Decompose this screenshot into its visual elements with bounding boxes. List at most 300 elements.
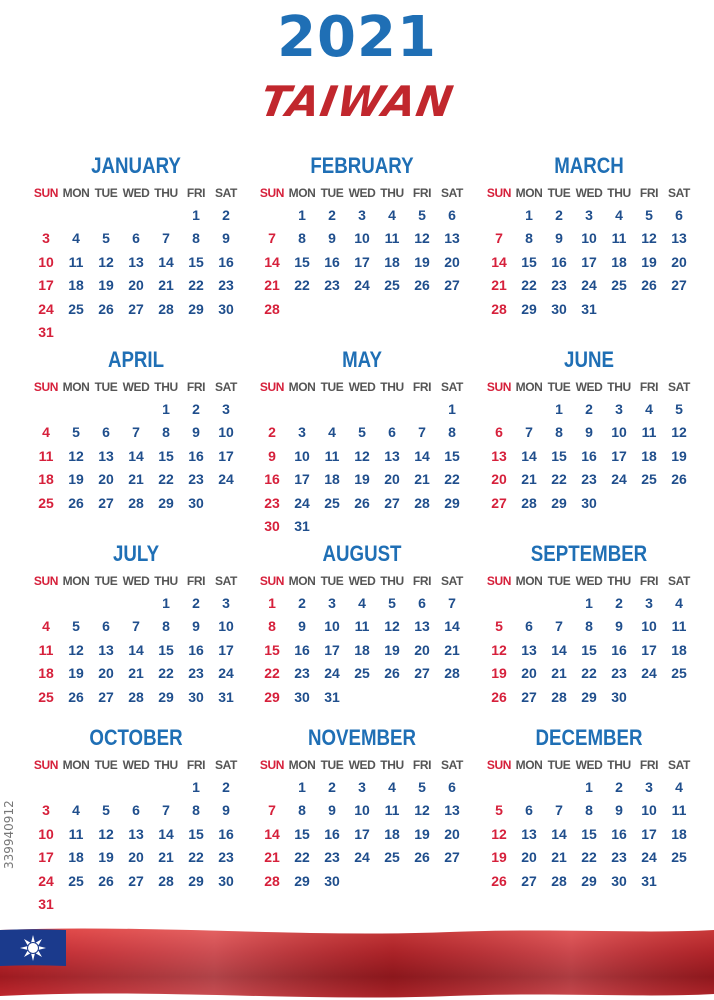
day-cell: 16 bbox=[294, 641, 310, 658]
day-cell: 16 bbox=[218, 253, 234, 270]
day-cell: 24 bbox=[581, 277, 597, 294]
day-cell: 19 bbox=[491, 849, 507, 866]
day-cell: 20 bbox=[98, 471, 114, 488]
day-cell: 24 bbox=[38, 300, 54, 317]
day-cell: 26 bbox=[354, 494, 370, 511]
day-cell: 27 bbox=[671, 277, 687, 294]
weekday-sun: SUN bbox=[259, 380, 285, 394]
day-cell: 5 bbox=[495, 802, 503, 819]
day-cell: 1 bbox=[192, 207, 200, 223]
day-cell: 22 bbox=[551, 471, 567, 488]
day-cell: 20 bbox=[671, 253, 687, 270]
day-blank bbox=[514, 776, 544, 799]
day-cell: 10 bbox=[38, 825, 54, 842]
day-cell: 26 bbox=[414, 277, 430, 294]
weekday-wed: WED bbox=[122, 380, 150, 394]
day-cell: 22 bbox=[188, 849, 204, 866]
day-cell: 16 bbox=[188, 447, 204, 464]
day-cell: 1 bbox=[298, 779, 306, 795]
day-cell: 28 bbox=[158, 872, 174, 889]
day-cell: 22 bbox=[294, 849, 310, 866]
day-cell: 2 bbox=[328, 207, 336, 223]
day-cell: 19 bbox=[98, 849, 114, 866]
day-blank bbox=[61, 398, 91, 421]
day-cell: 28 bbox=[414, 494, 430, 511]
day-cell: 6 bbox=[525, 802, 533, 819]
day-blank bbox=[91, 776, 121, 799]
day-cell: 23 bbox=[551, 277, 567, 294]
day-cell: 4 bbox=[388, 779, 396, 795]
month-day-grid bbox=[31, 754, 241, 916]
day-cell: 29 bbox=[158, 494, 174, 511]
day-cell: 9 bbox=[298, 618, 306, 635]
day-cell: 18 bbox=[671, 641, 687, 658]
day-cell: 11 bbox=[384, 230, 400, 247]
day-cell: 9 bbox=[192, 424, 200, 441]
day-cell: 12 bbox=[98, 825, 114, 842]
day-cell: 11 bbox=[324, 447, 340, 464]
day-cell: 6 bbox=[102, 424, 110, 441]
day-cell: 11 bbox=[354, 618, 370, 635]
day-cell: 23 bbox=[611, 849, 627, 866]
day-cell: 7 bbox=[555, 618, 563, 635]
month-name: JULY bbox=[112, 541, 160, 566]
month-december bbox=[484, 722, 694, 893]
day-cell: 10 bbox=[218, 618, 234, 635]
weekday-sat: SAT bbox=[441, 380, 463, 394]
day-cell: 21 bbox=[158, 849, 174, 866]
month-name: OCTOBER bbox=[89, 725, 183, 750]
day-cell: 27 bbox=[98, 688, 114, 705]
day-cell: 21 bbox=[128, 665, 144, 682]
month-may bbox=[257, 344, 467, 538]
month-name: AUGUST bbox=[322, 541, 402, 566]
day-cell: 18 bbox=[611, 253, 627, 270]
day-cell: 17 bbox=[294, 471, 310, 488]
day-cell: 22 bbox=[158, 471, 174, 488]
day-cell: 6 bbox=[418, 595, 426, 611]
day-cell: 13 bbox=[521, 641, 537, 658]
month-february bbox=[257, 150, 467, 321]
day-cell: 14 bbox=[158, 253, 174, 270]
weekday-fri: FRI bbox=[186, 380, 206, 394]
day-cell: 13 bbox=[521, 825, 537, 842]
day-blank bbox=[151, 776, 181, 799]
day-cell: 21 bbox=[414, 471, 430, 488]
day-cell: 30 bbox=[264, 517, 280, 534]
month-day-grid bbox=[484, 182, 694, 321]
day-cell: 25 bbox=[384, 277, 400, 294]
day-cell: 13 bbox=[491, 447, 507, 464]
day-cell: 3 bbox=[42, 802, 50, 819]
day-cell: 9 bbox=[555, 230, 563, 247]
flag-banner bbox=[0, 924, 714, 1000]
day-cell: 15 bbox=[158, 447, 174, 464]
day-cell: 19 bbox=[384, 641, 400, 658]
day-cell: 12 bbox=[414, 802, 430, 819]
day-cell: 4 bbox=[645, 401, 653, 417]
month-day-grid bbox=[257, 182, 467, 321]
day-cell: 30 bbox=[324, 872, 340, 889]
day-cell: 10 bbox=[38, 253, 54, 270]
day-cell: 14 bbox=[128, 641, 144, 658]
day-blank bbox=[484, 592, 514, 615]
day-cell: 22 bbox=[158, 665, 174, 682]
weekday-sun: SUN bbox=[486, 574, 512, 588]
day-cell: 20 bbox=[98, 665, 114, 682]
weekday-sat: SAT bbox=[441, 758, 463, 772]
day-blank bbox=[484, 204, 514, 227]
day-cell: 28 bbox=[551, 688, 567, 705]
day-cell: 5 bbox=[418, 207, 426, 223]
month-day-grid bbox=[31, 570, 241, 709]
day-cell: 23 bbox=[188, 471, 204, 488]
day-cell: 8 bbox=[162, 424, 170, 441]
day-cell: 22 bbox=[264, 665, 280, 682]
day-cell: 3 bbox=[222, 401, 230, 417]
day-cell: 20 bbox=[444, 253, 460, 270]
day-cell: 12 bbox=[641, 230, 657, 247]
day-cell: 28 bbox=[128, 688, 144, 705]
day-cell: 12 bbox=[491, 825, 507, 842]
day-blank bbox=[347, 398, 377, 421]
day-cell: 3 bbox=[298, 424, 306, 441]
day-cell: 8 bbox=[298, 230, 306, 247]
day-cell: 6 bbox=[132, 802, 140, 819]
day-cell: 19 bbox=[491, 665, 507, 682]
weekday-fri: FRI bbox=[186, 186, 206, 200]
weekday-mon: MON bbox=[288, 574, 316, 588]
day-cell: 4 bbox=[42, 618, 50, 635]
day-cell: 14 bbox=[444, 618, 460, 635]
day-cell: 4 bbox=[358, 595, 366, 611]
weekday-mon: MON bbox=[288, 380, 316, 394]
day-cell: 18 bbox=[324, 471, 340, 488]
day-cell: 8 bbox=[192, 230, 200, 247]
day-cell: 5 bbox=[388, 595, 396, 611]
day-cell: 2 bbox=[192, 595, 200, 611]
day-cell: 29 bbox=[264, 688, 280, 705]
day-cell: 18 bbox=[68, 277, 84, 294]
day-cell: 14 bbox=[521, 447, 537, 464]
day-cell: 10 bbox=[218, 424, 234, 441]
day-cell: 3 bbox=[645, 779, 653, 795]
day-cell: 4 bbox=[328, 424, 336, 441]
weekday-thu: THU bbox=[380, 186, 404, 200]
day-cell: 6 bbox=[448, 779, 456, 795]
day-cell: 29 bbox=[188, 300, 204, 317]
weekday-wed: WED bbox=[348, 186, 376, 200]
day-cell: 10 bbox=[641, 618, 657, 635]
month-day-grid bbox=[31, 376, 241, 515]
weekday-thu: THU bbox=[607, 186, 631, 200]
weekday-sat: SAT bbox=[668, 574, 690, 588]
day-cell: 31 bbox=[581, 300, 597, 317]
day-cell: 29 bbox=[581, 872, 597, 889]
day-cell: 15 bbox=[294, 253, 310, 270]
day-cell: 25 bbox=[68, 300, 84, 317]
weekday-sun: SUN bbox=[486, 758, 512, 772]
month-day-grid bbox=[484, 754, 694, 893]
weekday-mon: MON bbox=[288, 758, 316, 772]
day-cell: 17 bbox=[38, 849, 54, 866]
day-blank bbox=[514, 592, 544, 615]
day-cell: 17 bbox=[611, 447, 627, 464]
day-cell: 20 bbox=[128, 849, 144, 866]
day-blank bbox=[31, 776, 61, 799]
weekday-mon: MON bbox=[515, 186, 543, 200]
day-cell: 9 bbox=[328, 230, 336, 247]
day-cell: 3 bbox=[358, 207, 366, 223]
day-cell: 1 bbox=[585, 595, 593, 611]
weekday-fri: FRI bbox=[186, 574, 206, 588]
day-blank bbox=[31, 592, 61, 615]
day-cell: 12 bbox=[384, 618, 400, 635]
weekday-thu: THU bbox=[154, 574, 178, 588]
day-cell: 1 bbox=[162, 401, 170, 417]
day-cell: 26 bbox=[68, 688, 84, 705]
day-cell: 26 bbox=[98, 872, 114, 889]
day-cell: 5 bbox=[495, 618, 503, 635]
weekday-sun: SUN bbox=[259, 574, 285, 588]
weekday-sat: SAT bbox=[215, 758, 237, 772]
calendar-year: 2021 bbox=[277, 5, 437, 70]
day-cell: 13 bbox=[444, 802, 460, 819]
day-cell: 24 bbox=[218, 665, 234, 682]
day-blank bbox=[484, 398, 514, 421]
day-blank bbox=[91, 398, 121, 421]
day-cell: 27 bbox=[521, 688, 537, 705]
day-cell: 30 bbox=[218, 872, 234, 889]
day-cell: 5 bbox=[72, 424, 80, 441]
day-cell: 20 bbox=[384, 471, 400, 488]
day-cell: 15 bbox=[264, 641, 280, 658]
weekday-tue: TUE bbox=[320, 186, 344, 200]
month-november bbox=[257, 722, 467, 893]
day-cell: 7 bbox=[268, 230, 276, 247]
day-cell: 27 bbox=[444, 277, 460, 294]
weekday-sun: SUN bbox=[33, 758, 59, 772]
day-cell: 26 bbox=[491, 872, 507, 889]
weekday-mon: MON bbox=[62, 380, 90, 394]
weekday-sun: SUN bbox=[33, 574, 59, 588]
day-cell: 2 bbox=[585, 401, 593, 417]
day-cell: 16 bbox=[551, 253, 567, 270]
day-cell: 17 bbox=[354, 825, 370, 842]
day-cell: 24 bbox=[218, 471, 234, 488]
day-cell: 21 bbox=[491, 277, 507, 294]
weekday-fri: FRI bbox=[412, 758, 432, 772]
weekday-fri: FRI bbox=[639, 574, 659, 588]
day-cell: 7 bbox=[525, 424, 533, 441]
day-cell: 21 bbox=[521, 471, 537, 488]
day-cell: 21 bbox=[158, 277, 174, 294]
day-cell: 2 bbox=[555, 207, 563, 223]
weekday-tue: TUE bbox=[320, 380, 344, 394]
month-october bbox=[31, 722, 241, 916]
day-cell: 27 bbox=[384, 494, 400, 511]
day-cell: 15 bbox=[581, 641, 597, 658]
day-cell: 28 bbox=[491, 300, 507, 317]
day-cell: 13 bbox=[98, 447, 114, 464]
weekday-sun: SUN bbox=[486, 186, 512, 200]
day-cell: 25 bbox=[68, 872, 84, 889]
day-cell: 23 bbox=[218, 849, 234, 866]
weekday-thu: THU bbox=[380, 758, 404, 772]
day-cell: 21 bbox=[444, 641, 460, 658]
day-cell: 25 bbox=[671, 665, 687, 682]
day-cell: 25 bbox=[611, 277, 627, 294]
day-cell: 23 bbox=[324, 849, 340, 866]
day-cell: 19 bbox=[354, 471, 370, 488]
day-cell: 23 bbox=[611, 665, 627, 682]
month-name: DECEMBER bbox=[535, 725, 643, 750]
day-cell: 5 bbox=[418, 779, 426, 795]
country-title: TAIWAN bbox=[256, 77, 458, 126]
day-cell: 15 bbox=[294, 825, 310, 842]
weekday-wed: WED bbox=[122, 574, 150, 588]
day-cell: 29 bbox=[521, 300, 537, 317]
day-cell: 23 bbox=[218, 277, 234, 294]
day-cell: 7 bbox=[162, 802, 170, 819]
day-cell: 2 bbox=[222, 779, 230, 795]
weekday-tue: TUE bbox=[320, 758, 344, 772]
month-day-grid bbox=[484, 376, 694, 515]
month-day-grid bbox=[257, 570, 467, 709]
weekday-wed: WED bbox=[575, 758, 603, 772]
day-cell: 3 bbox=[615, 401, 623, 417]
day-cell: 24 bbox=[641, 849, 657, 866]
day-cell: 12 bbox=[68, 641, 84, 658]
day-cell: 5 bbox=[102, 802, 110, 819]
day-cell: 17 bbox=[641, 641, 657, 658]
weekday-thu: THU bbox=[154, 380, 178, 394]
day-blank bbox=[31, 398, 61, 421]
day-cell: 31 bbox=[38, 323, 54, 340]
weekday-fri: FRI bbox=[412, 380, 432, 394]
day-cell: 2 bbox=[192, 401, 200, 417]
day-cell: 8 bbox=[555, 424, 563, 441]
month-day-grid bbox=[257, 376, 467, 538]
day-cell: 25 bbox=[641, 471, 657, 488]
day-cell: 8 bbox=[525, 230, 533, 247]
day-cell: 26 bbox=[414, 849, 430, 866]
weekday-fri: FRI bbox=[412, 186, 432, 200]
day-blank bbox=[257, 204, 287, 227]
day-cell: 28 bbox=[444, 665, 460, 682]
day-cell: 2 bbox=[222, 207, 230, 223]
day-cell: 31 bbox=[294, 517, 310, 534]
day-cell: 24 bbox=[354, 849, 370, 866]
day-cell: 12 bbox=[671, 424, 687, 441]
weekday-thu: THU bbox=[607, 380, 631, 394]
weekday-tue: TUE bbox=[547, 574, 571, 588]
day-cell: 20 bbox=[444, 825, 460, 842]
day-cell: 9 bbox=[328, 802, 336, 819]
month-april bbox=[31, 344, 241, 515]
day-cell: 26 bbox=[671, 471, 687, 488]
day-cell: 30 bbox=[218, 300, 234, 317]
day-cell: 25 bbox=[384, 849, 400, 866]
day-cell: 11 bbox=[68, 825, 84, 842]
day-cell: 6 bbox=[388, 424, 396, 441]
day-cell: 30 bbox=[294, 688, 310, 705]
day-cell: 20 bbox=[521, 849, 537, 866]
month-name: MARCH bbox=[554, 153, 624, 178]
day-cell: 5 bbox=[645, 207, 653, 223]
day-cell: 15 bbox=[188, 825, 204, 842]
weekday-mon: MON bbox=[515, 758, 543, 772]
day-cell: 11 bbox=[384, 802, 400, 819]
month-name: SEPTEMBER bbox=[530, 541, 648, 566]
day-cell: 14 bbox=[264, 825, 280, 842]
weekday-sat: SAT bbox=[668, 758, 690, 772]
stock-id-watermark: 339940912 bbox=[2, 800, 16, 870]
day-blank bbox=[377, 398, 407, 421]
day-blank bbox=[257, 398, 287, 421]
weekday-mon: MON bbox=[515, 574, 543, 588]
day-blank bbox=[91, 592, 121, 615]
day-cell: 27 bbox=[444, 849, 460, 866]
day-cell: 2 bbox=[615, 779, 623, 795]
day-cell: 5 bbox=[102, 230, 110, 247]
day-cell: 7 bbox=[555, 802, 563, 819]
day-cell: 9 bbox=[222, 802, 230, 819]
weekday-tue: TUE bbox=[94, 574, 118, 588]
day-cell: 31 bbox=[218, 688, 234, 705]
day-cell: 13 bbox=[671, 230, 687, 247]
day-cell: 7 bbox=[132, 618, 140, 635]
day-cell: 7 bbox=[162, 230, 170, 247]
weekday-wed: WED bbox=[122, 186, 150, 200]
day-cell: 27 bbox=[491, 494, 507, 511]
day-cell: 17 bbox=[354, 253, 370, 270]
day-cell: 14 bbox=[551, 825, 567, 842]
day-cell: 24 bbox=[641, 665, 657, 682]
day-cell: 30 bbox=[611, 688, 627, 705]
day-cell: 9 bbox=[615, 618, 623, 635]
day-cell: 28 bbox=[264, 300, 280, 317]
day-cell: 11 bbox=[68, 253, 84, 270]
day-cell: 17 bbox=[218, 641, 234, 658]
day-cell: 3 bbox=[585, 207, 593, 223]
weekday-fri: FRI bbox=[639, 758, 659, 772]
day-cell: 28 bbox=[264, 872, 280, 889]
day-cell: 13 bbox=[384, 447, 400, 464]
day-cell: 11 bbox=[611, 230, 627, 247]
weekday-wed: WED bbox=[348, 574, 376, 588]
day-cell: 15 bbox=[444, 447, 460, 464]
day-cell: 16 bbox=[611, 641, 627, 658]
day-cell: 14 bbox=[551, 641, 567, 658]
day-cell: 29 bbox=[444, 494, 460, 511]
day-cell: 22 bbox=[188, 277, 204, 294]
day-blank bbox=[31, 204, 61, 227]
day-cell: 23 bbox=[324, 277, 340, 294]
day-cell: 22 bbox=[581, 665, 597, 682]
day-cell: 17 bbox=[581, 253, 597, 270]
day-cell: 1 bbox=[585, 779, 593, 795]
day-cell: 24 bbox=[294, 494, 310, 511]
day-cell: 8 bbox=[298, 802, 306, 819]
weekday-thu: THU bbox=[154, 186, 178, 200]
day-cell: 8 bbox=[585, 802, 593, 819]
day-cell: 27 bbox=[414, 665, 430, 682]
day-cell: 23 bbox=[294, 665, 310, 682]
day-cell: 8 bbox=[268, 618, 276, 635]
day-cell: 14 bbox=[491, 253, 507, 270]
day-cell: 12 bbox=[414, 230, 430, 247]
